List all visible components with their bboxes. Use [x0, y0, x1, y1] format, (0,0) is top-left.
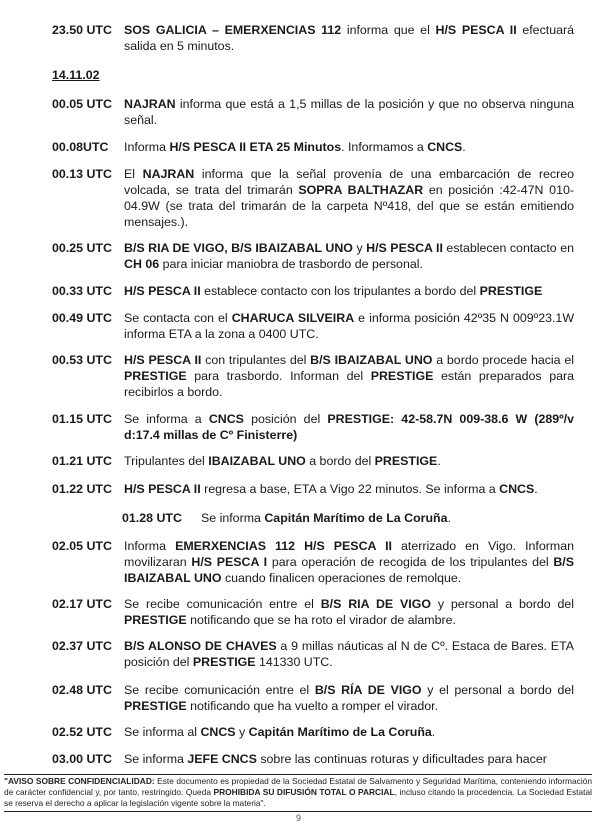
entry-time: 01.21 UTC [52, 454, 112, 468]
entry-time: 00.08UTC [52, 140, 109, 154]
entry-text: Se informa al CNCS y Capitán Marítimo de La Coruña. [124, 725, 436, 739]
entry-text: Se informa a CNCS posición del PRESTIGE: 42-58.7N 009-38.6 W (289º/v d:17.4 millas de Cº Finisterre) [124, 412, 574, 442]
entry-time: 23.50 UTC [52, 23, 112, 37]
entry-time: 02.17 UTC [52, 597, 112, 611]
entry-text: Informa EMERXENCIAS 112 H/S PESCA II aterrizado en Vigo. Informan movilizaran H/S PESCA I para operación de recogida de los tripulantes del B/S IBAIZABAL UNO cuando finalicen operaciones de remolque. [124, 539, 574, 585]
date-heading: 14.11.02 [52, 68, 100, 82]
entry-text: H/S PESCA II regresa a base, ETA a Vigo 22 minutos. Se informa a CNCS. [124, 482, 538, 496]
entry-time: 01.15 UTC [52, 412, 112, 426]
entry-time: 01.28 UTC [122, 511, 182, 525]
entry-text: El NAJRAN informa que la señal provenía de una embarcación de recreo volcada, se trata del trimarán SOPRA BALTHAZAR en posición :42-47N 010-04.9W (se trata del trimarán de la carpeta Nº418, del que se están emitiendo mensajes.). [124, 167, 574, 229]
entry-text: H/S PESCA II con tripulantes del B/S IBAIZABAL UNO a bordo procede hacia el PRESTIGE para trasbordo. Informan del PRESTIGE están preparados para recibirlos a bordo. [124, 353, 574, 399]
entry-time: 02.48 UTC [52, 683, 112, 697]
entry-text: Se informa Capitán Marítimo de La Coruña. [201, 511, 451, 525]
entry-text: Tripulantes del IBAIZABAL UNO a bordo del PRESTIGE. [124, 454, 441, 468]
entry-time: 02.37 UTC [52, 639, 112, 653]
entry-time: 00.49 UTC [52, 311, 112, 325]
entry-time: 02.05 UTC [52, 539, 112, 553]
entry-text: Se recibe comunicación entre el B/S RIA DE VIGO y personal a bordo del PRESTIGE notificando que se ha roto el virador de alambre. [124, 597, 575, 627]
confidentiality-notice: "AVISO SOBRE CONFIDENCIALIDAD: Este documento es propiedad de la Sociedad Estatal de Salvamento y Seguridad Marítima, conteniendo información de carácter confidencial y, por tanto, restringido. Queda PROHIBIDA SU DIFUSIÓN TOTAL O PARCIAL, incluso citando la procedencia. La Sociedad Estatal se reserva el derecho a aplicar la legislación vigente sobre la materia". [4, 774, 592, 812]
entry-time: 00.05 UTC [52, 97, 112, 111]
entry-text: Se contacta con el CHARUCA SILVEIRA e informa posición 42º35 N 009º23.1W informa ETA a la zona a 0400 UTC. [124, 311, 575, 341]
entry-text: NAJRAN informa que está a 1,5 millas de la posición y que no observa ninguna señal. [124, 97, 574, 127]
entry-text: Se recibe comunicación entre el B/S RÍA DE VIGO y el personal a bordo del PRESTIGE notificando que ha vuelto a romper el virador. [124, 683, 575, 713]
entry-text: Se informa JEFE CNCS sobre las continuas roturas y dificultades para hacer [124, 752, 547, 766]
page-number: 9 [296, 813, 302, 823]
entry-text: Informa H/S PESCA II ETA 25 Minutos. Informamos a CNCS. [124, 140, 466, 154]
entry-text: SOS GALICIA – EMERXENCIAS 112 informa que el H/S PESCA II efectuará salida en 5 minutos. [124, 23, 575, 53]
entry-time: 00.25 UTC [52, 241, 112, 255]
entry-time: 00.33 UTC [52, 284, 112, 298]
entry-text: B/S RIA DE VIGO, B/S IBAIZABAL UNO y H/S PESCA II establecen contacto en CH 06 para iniciar maniobra de trasbordo de personal. [124, 241, 574, 271]
entry-time: 03.00 UTC [52, 752, 112, 766]
entry-text: H/S PESCA II establece contacto con los tripulantes a bordo del PRESTIGE [124, 284, 543, 298]
entry-time: 00.13 UTC [52, 167, 112, 181]
entry-text: B/S ALONSO DE CHAVES a 9 millas náuticas al N de Cº. Estaca de Bares. ETA posición del PRESTIGE 141330 UTC. [124, 639, 574, 669]
entry-time: 02.52 UTC [52, 725, 112, 739]
entry-time: 00.53 UTC [52, 353, 112, 367]
entry-time: 01.22 UTC [52, 482, 112, 496]
